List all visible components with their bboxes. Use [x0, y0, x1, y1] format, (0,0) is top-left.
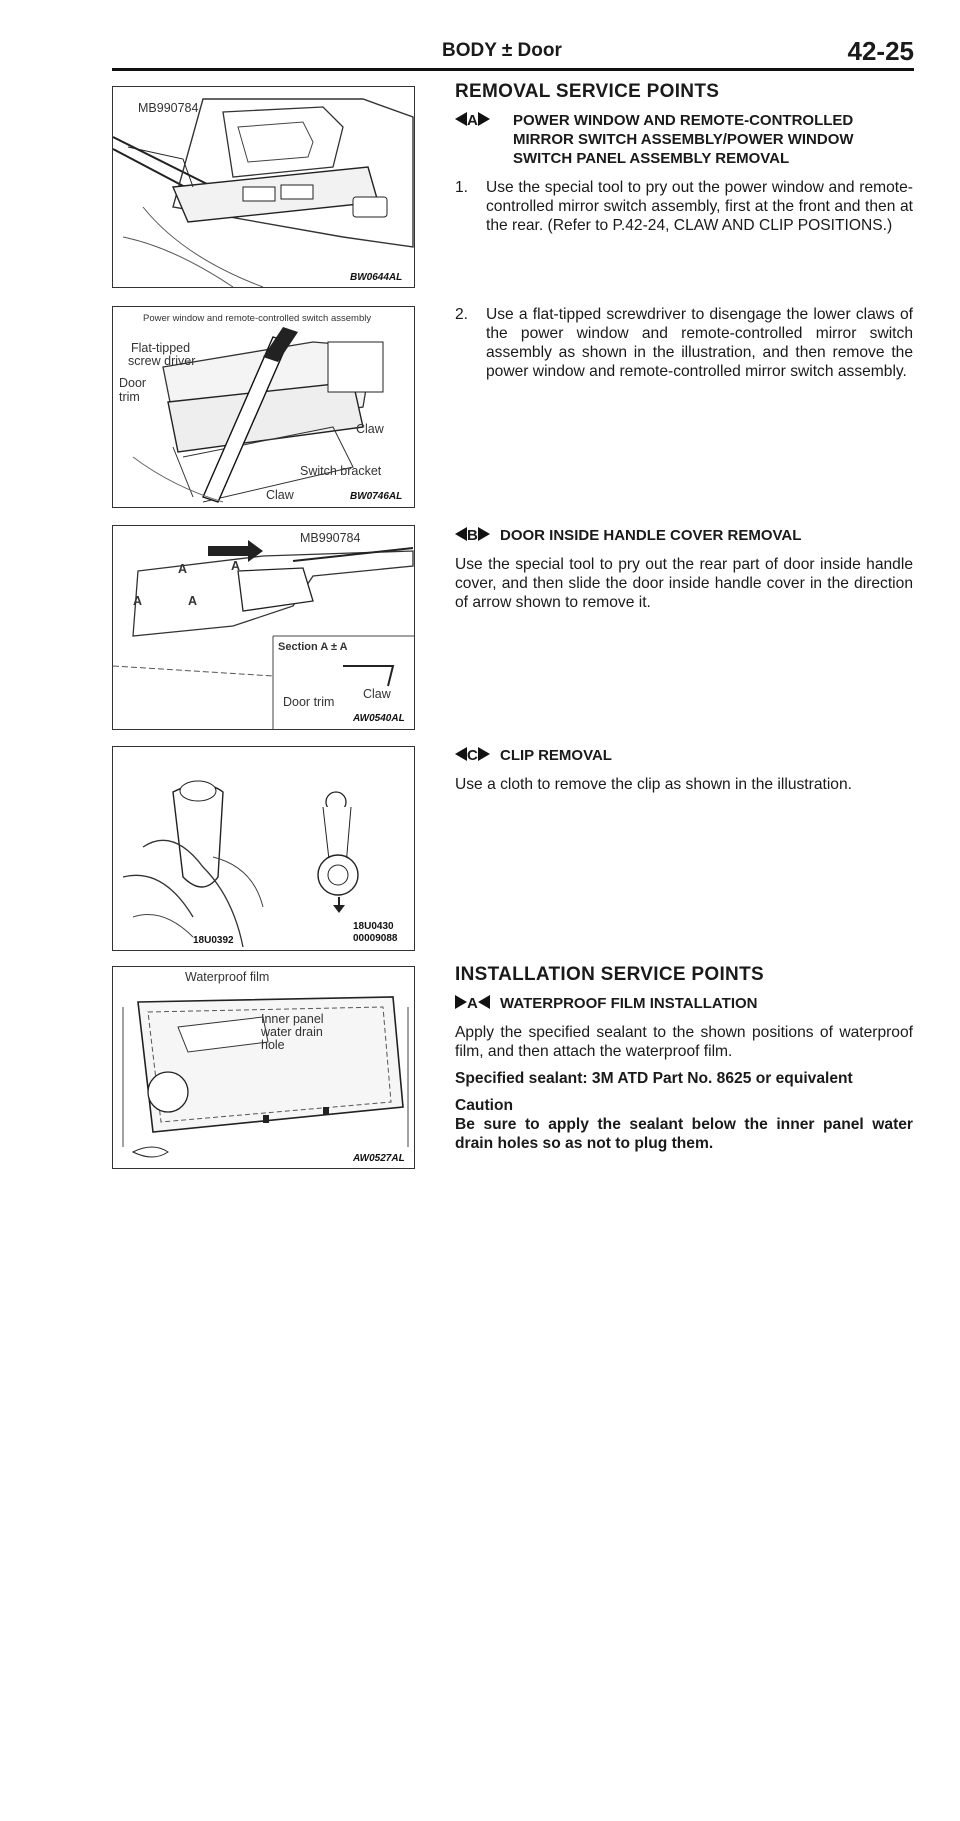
installation-title: INSTALLATION SERVICE POINTS [455, 964, 764, 985]
caution-title: Caution [455, 1097, 514, 1114]
marker-b-letter: B [467, 527, 478, 544]
step-text: Use a flat-tipped screwdriver to disengage the lower claws of the power window and remote-controlled mirror switch assembly as shown in the illustration, and then remove the power window and remote-controlled mirror switch assembly. [486, 306, 913, 380]
removal-a-heading [455, 111, 913, 168]
marker-install-a-letter: A [467, 995, 478, 1012]
removal-b-heading [455, 526, 913, 545]
figure-clip-removal [112, 746, 415, 951]
figure-1-code: BW0644AL [350, 272, 403, 283]
marker-install-a [455, 995, 494, 1012]
marker-a-letter: A [467, 112, 478, 129]
step-number: 1. [455, 179, 469, 196]
figure-switch-removal-tool [112, 86, 415, 288]
figure-waterproof-film [112, 966, 415, 1169]
right-triangle-icon [478, 527, 490, 541]
left-triangle-icon [455, 747, 467, 761]
installation-a-text: Apply the specified sealant to the shown positions of waterproof film, and then attach the waterproof film. [455, 1024, 913, 1060]
figure-3-label-3: A [133, 594, 143, 608]
marker-a [455, 111, 490, 130]
figure-4-label-2: 00009088 [353, 933, 398, 944]
figure-2-illustration [113, 307, 414, 507]
removal-c-heading-text: CLIP REMOVAL [500, 747, 612, 764]
removal-step-2-block [455, 305, 913, 391]
right-triangle-icon [455, 995, 467, 1009]
figure-3-label-0: MB990784 [300, 531, 361, 545]
figure-3-label-5: Section A ± A [278, 641, 348, 653]
right-triangle-icon [478, 747, 490, 761]
figure-4-illustration [113, 747, 414, 950]
installation-a-heading-text: WATERPROOF FILM INSTALLATION [500, 995, 758, 1012]
figure-5-label-0: Waterproof film [185, 970, 270, 984]
figure-switch-claws [112, 306, 415, 508]
left-triangle-icon [455, 527, 467, 541]
figure-2-label-2: screw driver [128, 354, 196, 368]
removal-section [455, 82, 913, 245]
removal-a-heading-text: POWER WINDOW AND REMOTE-CONTROLLED MIRROR SWITCH ASSEMBLY/POWER WINDOW SWITCH PANEL ASSEMBLY REMOVAL [513, 112, 854, 167]
figure-2-label-1: Flat-tipped [131, 341, 191, 355]
removal-b-block [455, 526, 913, 620]
left-triangle-icon [478, 995, 490, 1009]
figure-handle-cover [112, 525, 415, 730]
figure-3-code: AW0540AL [353, 713, 405, 724]
removal-c-text: Use a cloth to remove the clip as shown in the illustration. [455, 776, 852, 793]
figure-5-code: AW0527AL [353, 1153, 405, 1164]
figure-3-label-6: Door trim [283, 695, 335, 709]
figure-4-label-1: 18U0430 [353, 921, 394, 932]
figure-2-label-4: trim [119, 390, 140, 404]
removal-title: REMOVAL SERVICE POINTS [455, 81, 720, 102]
figure-5-label-1: Inner panel [261, 1012, 324, 1026]
installation-section [455, 965, 913, 1161]
figure-3-label-7: Claw [363, 687, 391, 701]
figure-3-illustration [113, 526, 414, 729]
installation-a-heading [455, 994, 913, 1013]
section-title: BODY ± Door [442, 40, 562, 61]
step-number: 2. [455, 306, 469, 323]
figure-3-label-2: A [231, 559, 241, 573]
removal-b-text: Use the special tool to pry out the rear part of door inside handle cover, and then slide the door inside handle cover in the direction of arrow shown to remove it. [455, 556, 913, 611]
step-text: Use the special tool to pry out the power window and remote-controlled mirror switch assembly, first at the front and then at the rear. (Refer to P.42-24, CLAW AND CLIP POSITIONS.) [486, 179, 913, 234]
figure-5-label-3: hole [261, 1038, 285, 1052]
figure-3-label-1: A [178, 562, 188, 576]
figure-2-label-0: Power window and remote-controlled switch assembly [143, 313, 372, 324]
specified-sealant: Specified sealant: 3M ATD Part No. 8625 or equivalent [455, 1070, 853, 1087]
removal-step-1 [455, 178, 913, 235]
figure-3-label-4: A [188, 594, 198, 608]
marker-c [455, 747, 494, 764]
figure-1-illustration [113, 87, 414, 287]
figure-1-label-0: MB990784 [138, 101, 199, 115]
figure-2-label-3: Door [119, 376, 147, 390]
left-triangle-icon [455, 112, 467, 126]
page-header [112, 34, 914, 71]
removal-c-block [455, 746, 913, 802]
figure-2-label-5: Claw [356, 422, 384, 436]
marker-c-letter: C [467, 747, 478, 764]
figure-4-label-0: 18U0392 [193, 935, 234, 946]
removal-c-heading [455, 746, 913, 765]
removal-step-2 [455, 305, 913, 381]
marker-b [455, 527, 494, 544]
figure-2-code: BW0746AL [350, 491, 403, 502]
removal-b-heading-text: DOOR INSIDE HANDLE COVER REMOVAL [500, 527, 802, 544]
right-triangle-icon [478, 112, 490, 126]
figure-2-label-7: Claw [266, 488, 294, 502]
figure-2-label-6: Switch bracket [300, 464, 382, 478]
figure-5-label-2: water drain [261, 1025, 323, 1039]
page-number: 42-25 [847, 36, 914, 66]
caution-text: Be sure to apply the sealant below the inner panel water drain holes so as not to plug them. [455, 1116, 913, 1152]
figure-5-illustration [113, 967, 414, 1168]
